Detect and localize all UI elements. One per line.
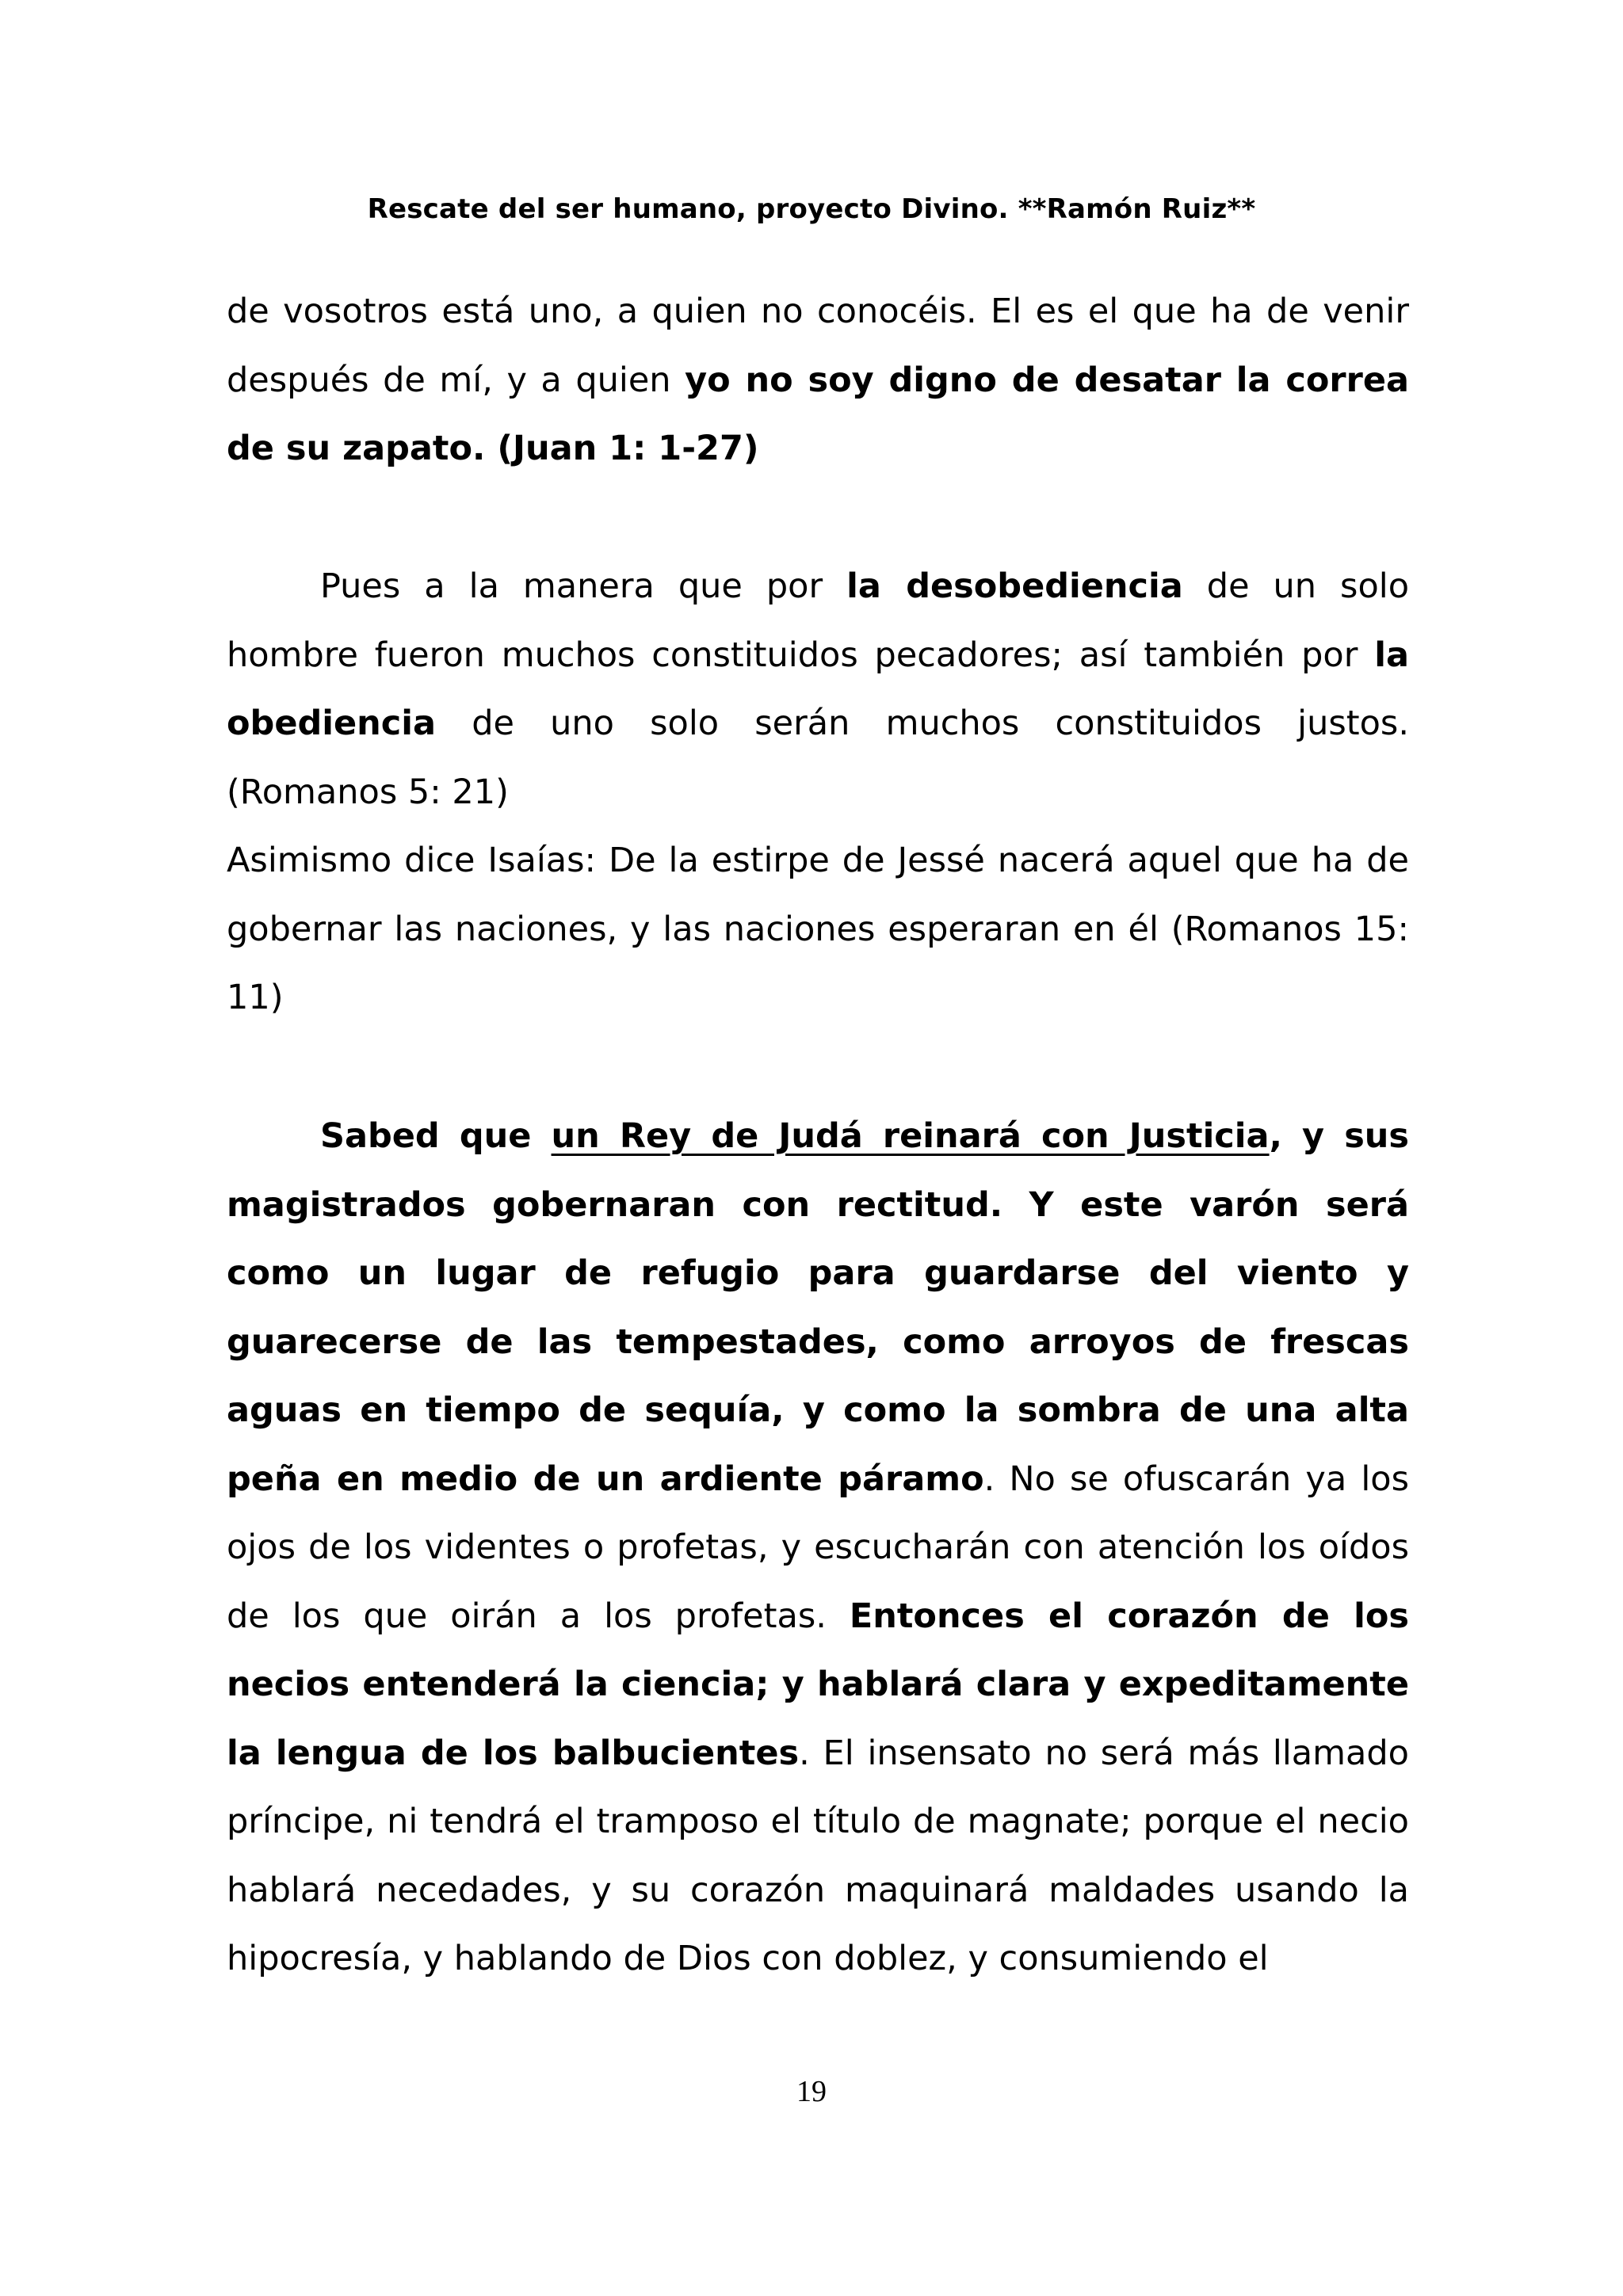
paragraph-2 [227,552,1409,1032]
paragraph-4-bold-3: Entonces el corazón de los necios entenderá la ciencia; y hablará clara y expeditamente la lengua de los balbucientes [227,1596,1409,1773]
paragraph-2-text-3: de uno solo serán muchos constituidos justos. (Romanos 5: 21) [227,704,1409,812]
paragraph-2-bold-1: la desobediencia [846,566,1183,606]
paragraph-4 [227,1102,1409,1993]
paragraph-1 [227,277,1409,483]
paragraph-4-bold-2: , y sus magistrados gobernaran con rectitud. Y este varón será como un lugar de refugio para guardarse del viento y guarecerse de las tempestades, como arroyos de frescas aguas en tiempo de sequía, y como la sombra de una alta peña en medio de un ardiente páramo [227,1116,1409,1499]
paragraph-4-text-1: . No se ofuscarán ya los ojos de los videntes o profetas, y escucharán con atención los oídos de los que oirán a los profetas. [227,1459,1409,1636]
page-number: 19 [796,2075,827,2108]
paragraph-1-text: de vosotros está uno, a quien no conocéis. El es el que ha de venir después de mí, y a quien [227,292,1409,400]
paragraph-4-underlined: un Rey de Judá reinará con Justicia [551,1116,1270,1156]
paragraph-2-text-1: Pues a la manera que por [320,566,847,606]
paragraph-4-bold-1: Sabed que [320,1116,552,1156]
paragraph-2-bold-2: la obediencia [227,635,1409,743]
running-header: Rescate del ser humano, proyecto Divino. **Ramón Ruiz** [367,193,1256,225]
paragraph-2-text-2: de un solo hombre fueron muchos constituidos pecadores; así también por [227,566,1410,675]
paragraph-1-bold: yo no soy digno de desatar la correa de su zapato. (Juan 1: 1-27) [227,360,1409,468]
paragraph-4-text-2: . El insensato no será más llamado príncipe, ni tendrá el tramposo el título de magnate; porque el necio hablará necedades, y su corazón maquinará maldades usando la hipocresía, y hablando de Dios con doblez, y consumiendo el [227,1733,1409,1978]
paragraph-3-text: Asimismo dice Isaías: De la estirpe de Jessé nacerá aquel que ha de gobernar las naciones, y las naciones esperaran en él (Romanos 15: 11) [227,841,1409,1017]
